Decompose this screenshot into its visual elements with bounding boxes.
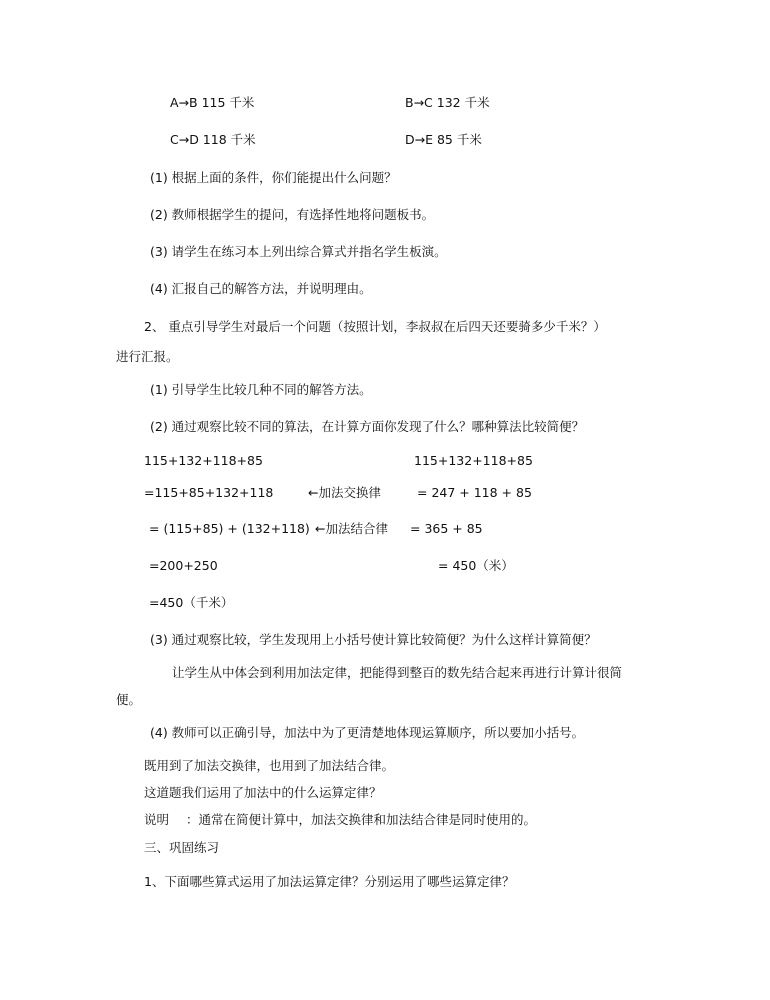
step-2-2: (2) 通过观察比较不同的算法，在计算方面你发现了什么？哪种算法比较简便？ bbox=[150, 419, 585, 434]
step-1-1: (1) 根据上面的条件，你们能提出什么问题？ bbox=[150, 170, 397, 185]
section-2-heading: 2、 重点引导学生对最后一个问题（按照计划，李叔叔在后四天还要骑多少千米？） bbox=[144, 319, 606, 334]
calc-left-1: 115+132+118+85 bbox=[144, 453, 263, 468]
note-commutative: ←加法交换律 bbox=[308, 485, 381, 500]
step-4: (4) 教师可以正确引导，加法中为了更清楚地体现运算顺序，所以要加小括号。 bbox=[150, 725, 585, 740]
distance-a-b: A→B 115 千米 bbox=[170, 95, 255, 110]
note-associative: ←加法结合律 bbox=[315, 521, 388, 536]
calc-right-3: = 365 + 85 bbox=[410, 521, 483, 536]
calc-right-1: 115+132+118+85 bbox=[414, 453, 533, 468]
step-2-1: (1) 引导学生比较几种不同的解答方法。 bbox=[150, 382, 372, 397]
summary-2: 这道题我们运用了加法中的什么运算定律？ bbox=[144, 785, 382, 800]
section-3-title: 三、巩固练习 bbox=[144, 840, 220, 855]
note-text: ：通常在简便计算中，加法交换律和加法结合律是同时使用的。 bbox=[186, 812, 537, 827]
step-3-line-3: 便。 bbox=[116, 692, 142, 707]
distance-b-c: B→C 132 千米 bbox=[405, 95, 490, 110]
calc-right-2: = 247 + 118 + 85 bbox=[417, 485, 532, 500]
step-3-line-1: (3) 通过观察比较，学生发现用上小括号使计算比较简便？为什么这样计算简便？ bbox=[150, 632, 597, 647]
section-2-continuation: 进行汇报。 bbox=[116, 349, 179, 364]
distance-c-d: C→D 118 千米 bbox=[170, 132, 256, 147]
calc-right-4: = 450（米） bbox=[438, 558, 514, 573]
step-3-line-2: 让学生从中体会到利用加法定律，把能得到整百的数先结合起来再进行计算计很简 bbox=[172, 665, 623, 680]
step-1-3: (3) 请学生在练习本上列出综合算式并指名学生板演。 bbox=[150, 244, 447, 259]
calc-left-3: = (115+85) + (132+118) bbox=[149, 521, 310, 536]
note-label: 说明 bbox=[144, 812, 170, 827]
step-1-4: (4) 汇报自己的解答方法，并说明理由。 bbox=[150, 281, 372, 296]
calc-left-2: =115+85+132+118 bbox=[144, 485, 274, 500]
section-3-question-1: 1、下面哪些算式运用了加法运算定律？分别运用了哪些运算定律？ bbox=[144, 874, 515, 889]
summary-1: 既用到了加法交换律，也用到了加法结合律。 bbox=[144, 758, 395, 773]
step-1-2: (2) 教师根据学生的提问，有选择性地将问题板书。 bbox=[150, 207, 435, 222]
distance-d-e: D→E 85 千米 bbox=[405, 132, 482, 147]
calc-left-5: =450（千米） bbox=[149, 595, 234, 610]
calc-left-4: =200+250 bbox=[149, 558, 218, 573]
